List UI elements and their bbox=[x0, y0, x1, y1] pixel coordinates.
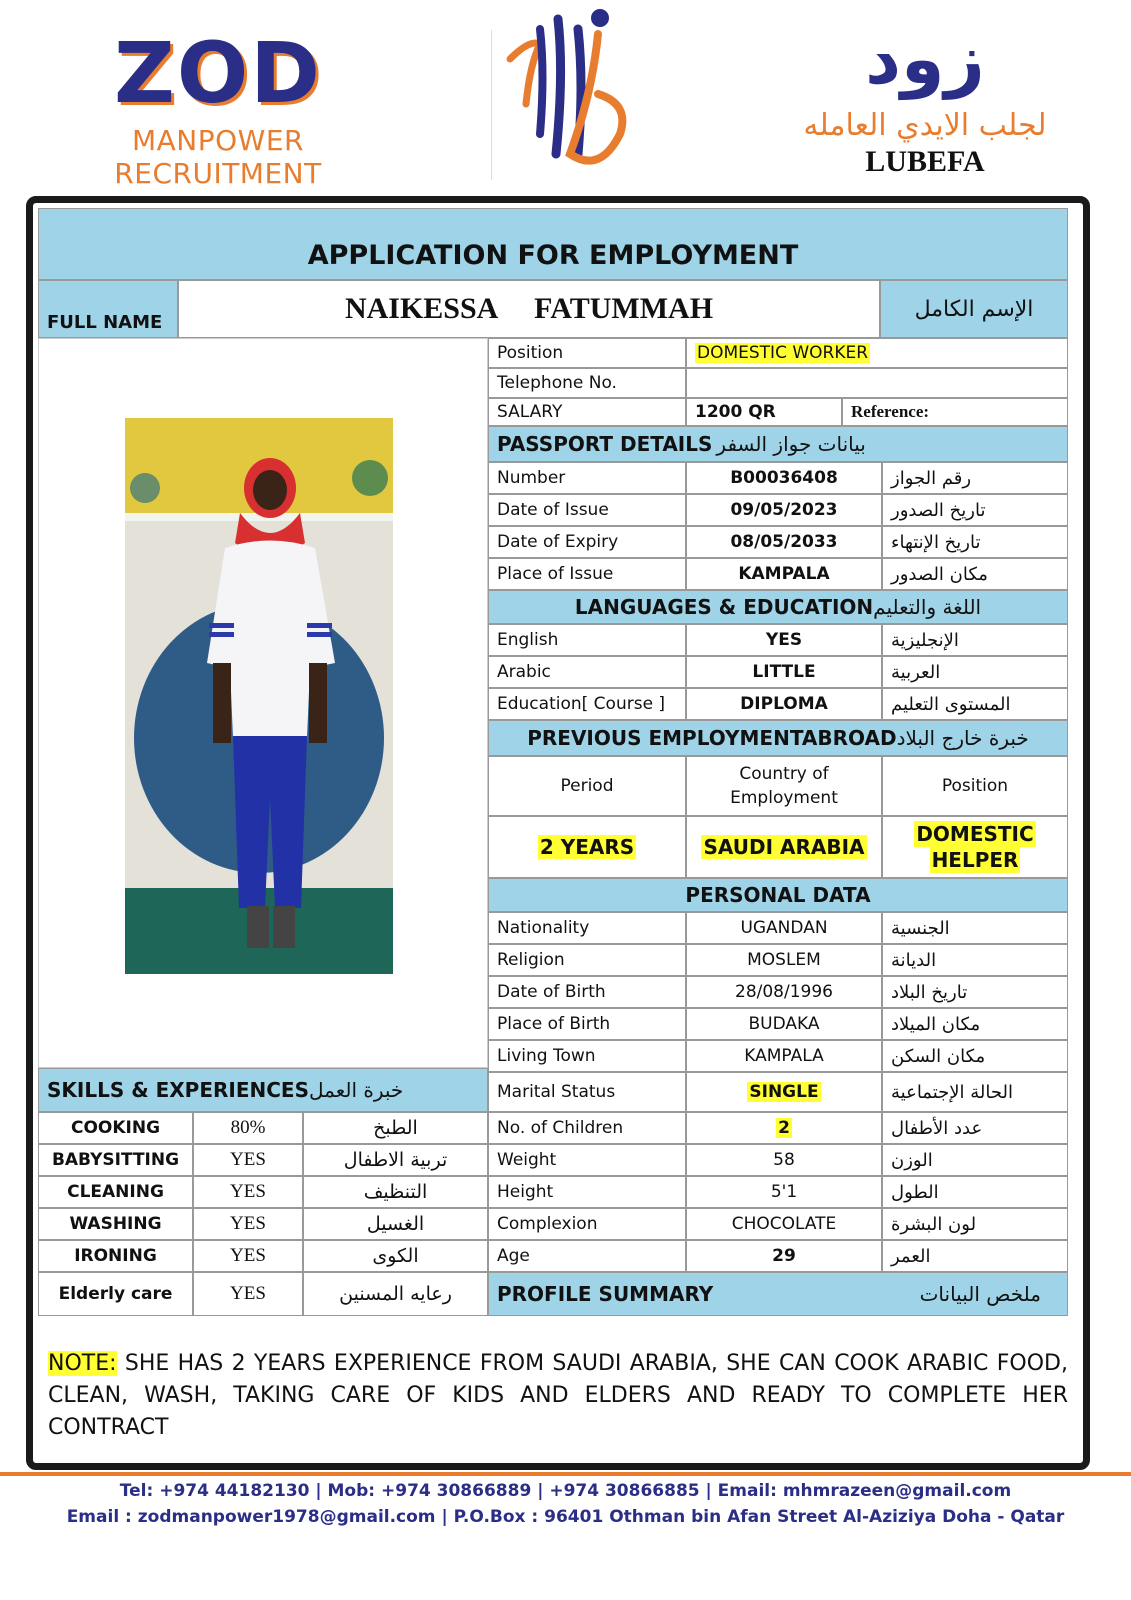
skill-label-ar: الطبخ bbox=[303, 1112, 488, 1144]
brand-subtitle: MANPOWER RECRUITMENT bbox=[114, 124, 322, 190]
row-label-ar: العربية bbox=[882, 656, 1068, 688]
period-cell bbox=[488, 816, 686, 878]
row-value-cell bbox=[686, 1072, 882, 1112]
reference-label: Reference: bbox=[842, 398, 1068, 426]
profile-header-label: PROFILE SUMMARY bbox=[497, 1282, 714, 1306]
col-country-line1: Country of bbox=[739, 764, 829, 784]
form-title: APPLICATION FOR EMPLOYMENT bbox=[38, 208, 1068, 280]
row-label: Living Town bbox=[488, 1040, 686, 1072]
row-label: Place of Issue bbox=[488, 558, 686, 590]
row-value: BUDAKA bbox=[748, 1014, 820, 1034]
skill-label: Elderly care bbox=[38, 1272, 193, 1316]
arabic-brand-subtitle: لجلب الايدي العامله bbox=[803, 108, 1047, 143]
applicant-photo bbox=[125, 418, 393, 974]
skills-header bbox=[38, 1068, 488, 1112]
row-label-ar: مكان السكن bbox=[882, 1040, 1068, 1072]
position-label: Position bbox=[488, 338, 686, 368]
row-label-ar: الجنسية bbox=[882, 912, 1068, 944]
skill-value: YES bbox=[193, 1176, 303, 1208]
brand-left bbox=[28, 24, 408, 190]
company-logo-icon bbox=[500, 4, 640, 179]
arabic-brand-name: زود bbox=[865, 18, 985, 100]
row-label: Nationality bbox=[488, 912, 686, 944]
skill-label: BABYSITTING bbox=[38, 1144, 193, 1176]
col-country bbox=[686, 756, 882, 816]
passport-header-ar: بيانات جواز السفر bbox=[716, 432, 866, 456]
skills-header-ar: خبرة العمل bbox=[309, 1078, 404, 1102]
telephone-value bbox=[686, 368, 1068, 398]
prev-position-line1: DOMESTIC bbox=[916, 822, 1034, 846]
row-value-cell bbox=[686, 656, 882, 688]
row-label-ar: الوزن bbox=[882, 1144, 1068, 1176]
telephone-label: Telephone No. bbox=[488, 368, 686, 398]
row-value-cell bbox=[686, 1040, 882, 1072]
row-value: 5'1 bbox=[770, 1182, 798, 1202]
full-name-label: FULL NAME bbox=[38, 280, 178, 338]
row-label: Religion bbox=[488, 944, 686, 976]
col-period: Period bbox=[488, 756, 686, 816]
salary-value: 1200 QR bbox=[686, 398, 842, 426]
brand-name: ZOD bbox=[113, 24, 323, 122]
row-label: Education[ Course ] bbox=[488, 688, 686, 720]
row-label-ar: الديانة bbox=[882, 944, 1068, 976]
profile-note bbox=[48, 1348, 1068, 1444]
row-value-cell bbox=[686, 1008, 882, 1040]
row-value: MOSLEM bbox=[747, 950, 821, 970]
row-label: Complexion bbox=[488, 1208, 686, 1240]
row-label-ar: مكان الصدور bbox=[882, 558, 1068, 590]
row-value: 09/05/2023 bbox=[730, 500, 838, 520]
skill-label: COOKING bbox=[38, 1112, 193, 1144]
skill-value: YES bbox=[193, 1240, 303, 1272]
previous-header bbox=[488, 720, 1068, 756]
application-form bbox=[26, 196, 1090, 1470]
row-label-ar: الحالة الإجتماعية bbox=[882, 1072, 1068, 1112]
row-value: YES bbox=[765, 630, 803, 650]
footer-line1: Tel: +974 44182130 | Mob: +974 30866889 | +974 30866885 | Email: mhmrazeen@gmail.com bbox=[119, 1481, 1012, 1501]
row-value: LITTLE bbox=[752, 662, 816, 682]
footer bbox=[0, 1478, 1131, 1530]
lubefa-label: LUBEFA bbox=[865, 145, 985, 178]
row-label: English bbox=[488, 624, 686, 656]
footer-line2: Email : zodmanpower1978@gmail.com | P.O.Box : 96401 Othman bin Afan Street Al-Aziziya Doha - Qatar bbox=[66, 1507, 1065, 1527]
skills-header-label: SKILLS & EXPERIENCES bbox=[47, 1078, 309, 1102]
row-value: 29 bbox=[772, 1246, 796, 1266]
period-value: 2 YEARS bbox=[539, 835, 635, 859]
row-value-cell bbox=[686, 1144, 882, 1176]
previous-header-label: PREVIOUS EMPLOYMENTABROAD bbox=[527, 726, 897, 750]
row-label: Date of Birth bbox=[488, 976, 686, 1008]
brand-right bbox=[760, 14, 1090, 179]
profile-header bbox=[488, 1272, 1068, 1316]
row-label-ar: تاريخ الصدور bbox=[882, 494, 1068, 526]
passport-header bbox=[488, 426, 1068, 462]
row-value: 28/08/1996 bbox=[735, 982, 833, 1002]
skill-label-ar: تربية الاطفال bbox=[303, 1144, 488, 1176]
note-label: NOTE: bbox=[48, 1351, 117, 1376]
skill-label: IRONING bbox=[38, 1240, 193, 1272]
row-label-ar: تاريخ البلاد bbox=[882, 976, 1068, 1008]
row-label-ar: المستوى التعليم bbox=[882, 688, 1068, 720]
row-value-cell bbox=[686, 976, 882, 1008]
row-value: KAMPALA bbox=[744, 1046, 824, 1066]
skill-label-ar: الغسيل bbox=[303, 1208, 488, 1240]
row-value-cell bbox=[686, 912, 882, 944]
row-value: 2 bbox=[778, 1118, 790, 1138]
position-cell bbox=[686, 338, 1068, 368]
row-label-ar: العمر bbox=[882, 1240, 1068, 1272]
row-value-cell bbox=[686, 944, 882, 976]
full-name-ar: الإسم الكامل bbox=[880, 280, 1068, 338]
row-label-ar: عدد الأطفال bbox=[882, 1112, 1068, 1144]
row-label: No. of Children bbox=[488, 1112, 686, 1144]
profile-header-ar: ملخص البيانات bbox=[919, 1282, 1041, 1306]
row-label-ar: لون البشرة bbox=[882, 1208, 1068, 1240]
row-label: Age bbox=[488, 1240, 686, 1272]
row-label: Place of Birth bbox=[488, 1008, 686, 1040]
row-value: DIPLOMA bbox=[740, 694, 828, 714]
row-value: UGANDAN bbox=[740, 918, 828, 938]
row-label: Weight bbox=[488, 1144, 686, 1176]
note-text: SHE HAS 2 YEARS EXPERIENCE FROM SAUDI ARABIA, SHE CAN COOK ARABIC FOOD, CLEAN, WASH, TAKING CARE OF KIDS AND ELDERS AND READY TO COMPLETE HER CONTRACT bbox=[48, 1351, 1068, 1440]
row-value-cell bbox=[686, 1240, 882, 1272]
row-label: Height bbox=[488, 1176, 686, 1208]
row-value: SINGLE bbox=[749, 1082, 819, 1102]
position-value: DOMESTIC WORKER bbox=[697, 343, 869, 363]
skill-value: YES bbox=[193, 1208, 303, 1240]
row-label-ar: مكان الميلاد bbox=[882, 1008, 1068, 1040]
col-country-line2: Employment bbox=[730, 788, 838, 808]
row-label: Date of Expiry bbox=[488, 526, 686, 558]
skill-value: YES bbox=[193, 1272, 303, 1316]
row-value-cell bbox=[686, 1112, 882, 1144]
row-label-ar: تاريخ الإنتهاء bbox=[882, 526, 1068, 558]
row-value: 08/05/2033 bbox=[730, 532, 838, 552]
row-value-cell bbox=[686, 624, 882, 656]
personal-header: PERSONAL DATA bbox=[488, 878, 1068, 912]
skill-label-ar: رعايه المسنين bbox=[303, 1272, 488, 1316]
footer-divider bbox=[0, 1472, 1131, 1476]
languages-header-ar: اللغة والتعليم bbox=[873, 595, 982, 619]
row-value: 58 bbox=[773, 1150, 795, 1170]
prev-position-cell bbox=[882, 816, 1068, 878]
row-label-ar: الإنجليزية bbox=[882, 624, 1068, 656]
languages-header bbox=[488, 590, 1068, 624]
row-value-cell bbox=[686, 494, 882, 526]
row-value-cell bbox=[686, 526, 882, 558]
row-value-cell bbox=[686, 462, 882, 494]
previous-header-ar: خبرة خارج البلاد bbox=[896, 726, 1029, 750]
row-label: Arabic bbox=[488, 656, 686, 688]
row-label: Date of Issue bbox=[488, 494, 686, 526]
skill-label: CLEANING bbox=[38, 1176, 193, 1208]
row-value: CHOCOLATE bbox=[731, 1214, 837, 1234]
row-value-cell bbox=[686, 1176, 882, 1208]
header-divider bbox=[491, 30, 492, 180]
skill-label: WASHING bbox=[38, 1208, 193, 1240]
row-label: Number bbox=[488, 462, 686, 494]
passport-header-label: PASSPORT DETAILS bbox=[497, 432, 713, 456]
row-label-ar: رقم الجواز bbox=[882, 462, 1068, 494]
country-value: SAUDI ARABIA bbox=[703, 835, 865, 859]
skill-value: YES bbox=[193, 1144, 303, 1176]
prev-position-line2: HELPER bbox=[931, 848, 1019, 872]
full-name-value: NAIKESSA FATUMMAH bbox=[178, 280, 880, 338]
languages-header-label: LANGUAGES & EDUCATION bbox=[574, 595, 874, 619]
skill-value: 80% bbox=[193, 1112, 303, 1144]
col-position: Position bbox=[882, 756, 1068, 816]
row-value: B00036408 bbox=[730, 468, 838, 488]
salary-label: SALARY bbox=[488, 398, 686, 426]
skill-label-ar: الكوى bbox=[303, 1240, 488, 1272]
row-label-ar: الطول bbox=[882, 1176, 1068, 1208]
row-label: Marital Status bbox=[488, 1072, 686, 1112]
country-cell bbox=[686, 816, 882, 878]
row-value-cell bbox=[686, 558, 882, 590]
row-value-cell bbox=[686, 688, 882, 720]
row-value-cell bbox=[686, 1208, 882, 1240]
row-value: KAMPALA bbox=[738, 564, 830, 584]
skill-label-ar: التنظيف bbox=[303, 1176, 488, 1208]
